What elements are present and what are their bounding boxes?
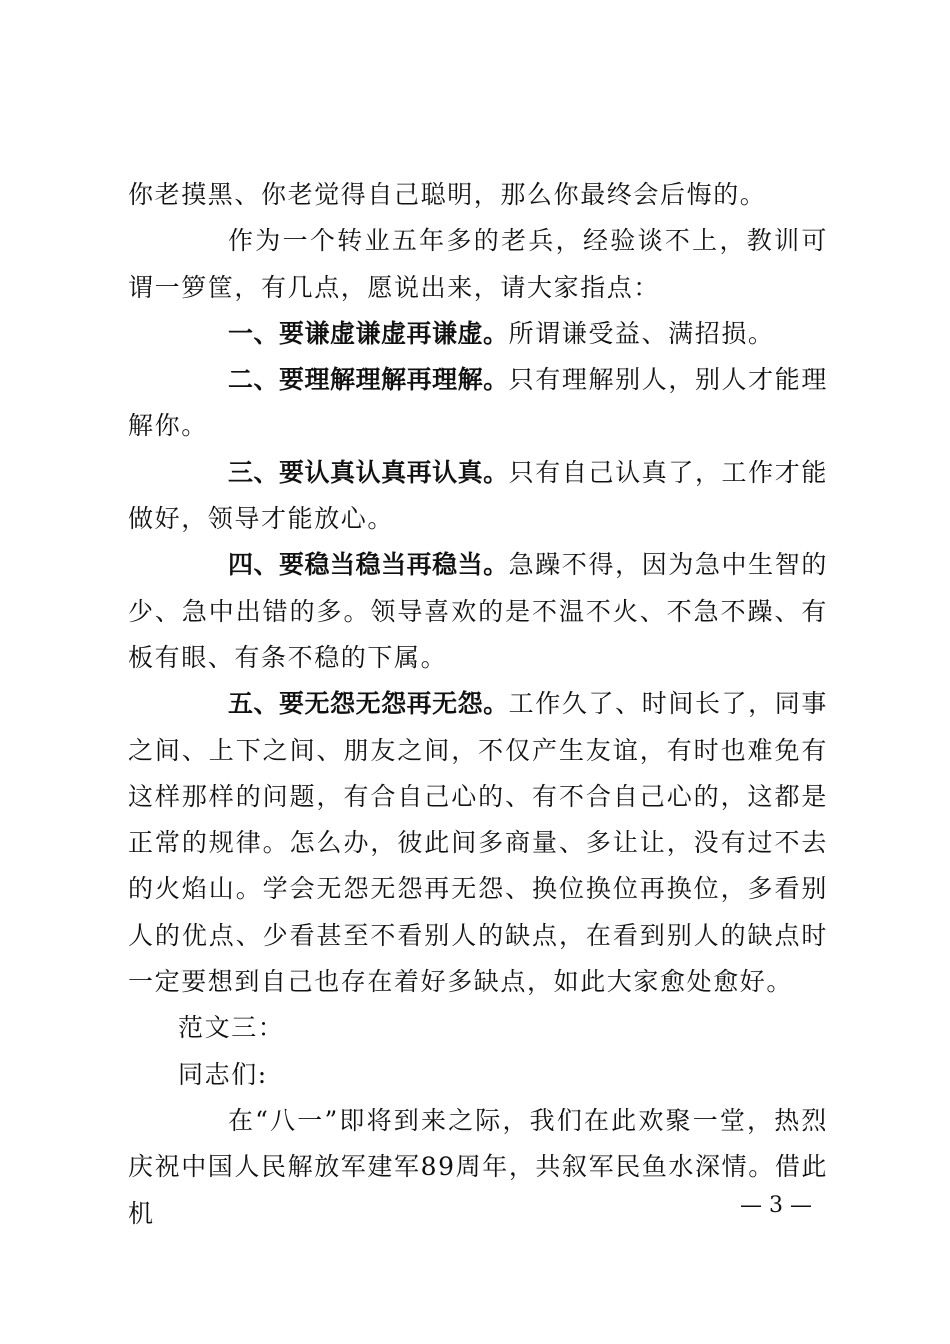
point-text: 只有自己认真了，工作才能做好，领导才能放心。 (128, 457, 828, 534)
point-text: 所谓谦受益、满招损。 (508, 318, 775, 348)
salutation: 同志们: (178, 1059, 268, 1089)
paragraph-speech: 在“八一”即将到来之际，我们在此欢聚一堂，热烈庆祝中国人民解放军建军89周年，共叙军民鱼水深情。借此机 (128, 1105, 829, 1228)
paragraph-point-3 (128, 450, 828, 543)
paragraph-continuation: 你老摸黑、你老觉得自己聪明，那么你最终会后悔的。 (128, 180, 767, 209)
point-heading: 五、要无怨无怨再无怨。 (228, 689, 509, 719)
point-heading: 一、要谦虚谦虚再谦虚。 (228, 318, 509, 348)
section-label: 范文三： (178, 1013, 285, 1043)
page-number: — 3 — (740, 1193, 812, 1218)
point-heading: 二、要理解理解再理解。 (228, 365, 509, 395)
point-text: 只有理解别人，别人才能理解你。 (128, 365, 828, 441)
document-body (128, 172, 828, 1237)
paragraph-point-2 (128, 357, 828, 450)
paragraph-point-4 (128, 542, 828, 681)
point-text: 工作久了、时间长了，同事之间、上下之间、朋友之间，不仅产生友谊，有时也难免有这样那样的问题，有合自己心的、有不合自己心的，这都是正常的规律。怎么办，彼此间多商量、多让让，没有过不去的火焰山。学会无怨无怨再无怨、换位换位再换位，多看别人的优点、少看甚至不看别人的缺点，在看到别人的缺点时一定要想到自己也存在着好多缺点，如此大家愈处愈好。 (128, 689, 828, 997)
paragraph-point-1 (128, 311, 828, 357)
point-text: 急躁不得，因为急中生智的少、急中出错的多。领导喜欢的是不温不火、不急不躁、有板有眼、有条不稳的下属。 (128, 550, 828, 672)
paragraph-point-5 (128, 681, 828, 1005)
paragraph-intro: 作为一个转业五年多的老兵，经验谈不上，教训可谓一箩筐，有几点，愿说出来，请大家指点： (128, 226, 828, 302)
point-heading: 三、要认真认真再认真。 (228, 457, 509, 487)
point-heading: 四、要稳当稳当再稳当。 (228, 550, 509, 580)
